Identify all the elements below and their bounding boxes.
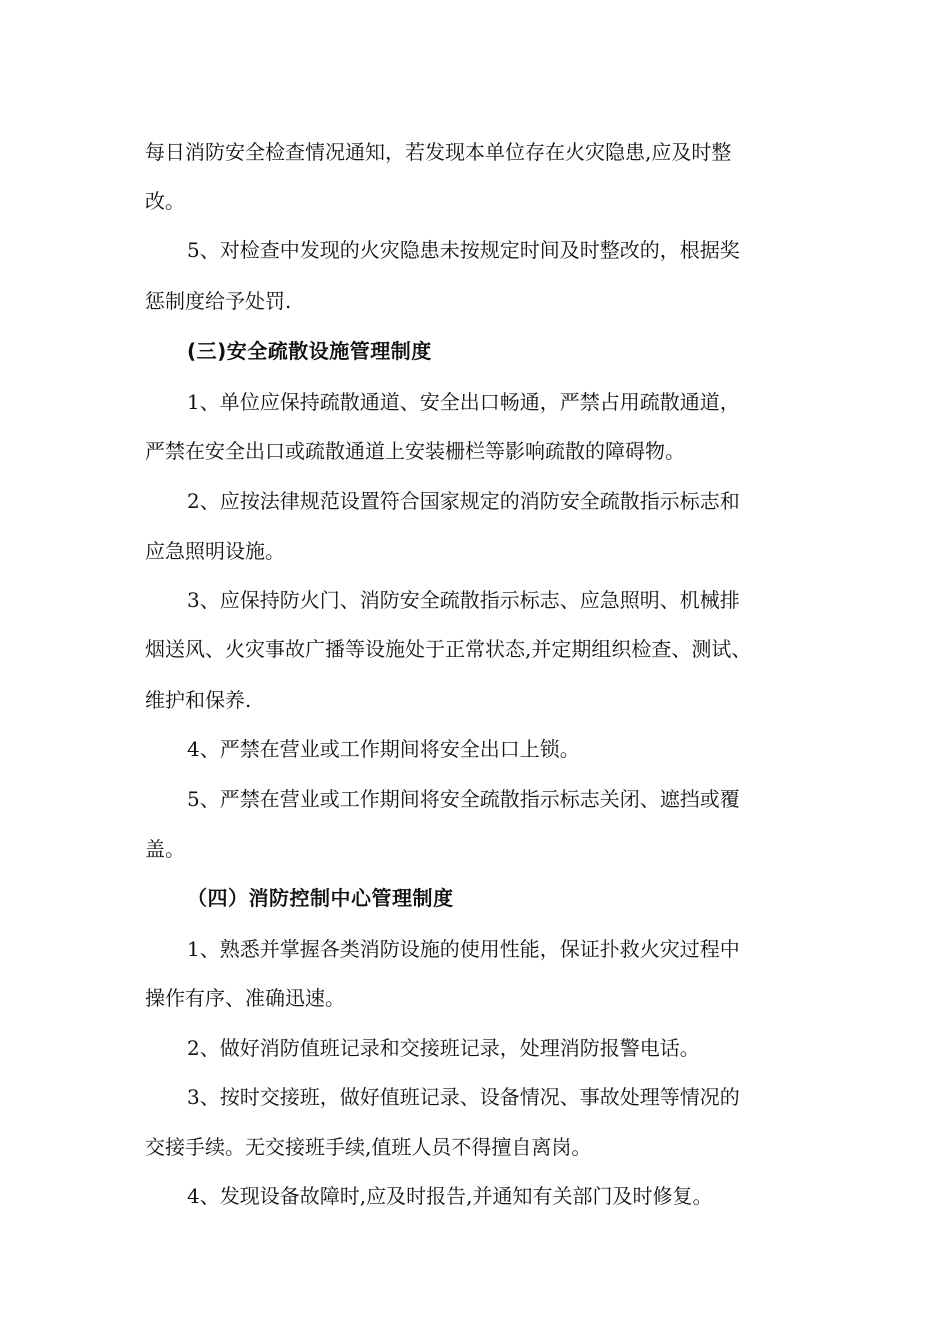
paragraph-line: 4、发现设备故障时,应及时报告,并通知有关部门及时修复。 [187, 1184, 713, 1208]
paragraph-line: 操作有序、准确迅速。 [145, 986, 345, 1010]
paragraph-line: 交接手续。无交接班手续,值班人员不得擅自离岗。 [145, 1135, 592, 1159]
paragraph-line: 改。 [145, 189, 185, 213]
paragraph-line: 2、应按法律规范设置符合国家规定的消防安全疏散指示标志和 [187, 489, 740, 513]
paragraph-line: 2、做好消防值班记录和交接班记录，处理消防报警电话。 [187, 1036, 700, 1060]
section-heading: （四）消防控制中心管理制度 [187, 886, 454, 910]
section-heading: (三)安全疏散设施管理制度 [187, 339, 432, 363]
paragraph-line: 4、严禁在营业或工作期间将安全出口上锁。 [187, 737, 580, 761]
paragraph-line: 每日消防安全检查情况通知，若发现本单位存在火灾隐患,应及时整 [145, 140, 732, 164]
paragraph-line: 1、单位应保持疏散通道、安全出口畅通，严禁占用疏散通道， [187, 390, 740, 414]
paragraph-line: 1、熟悉并掌握各类消防设施的使用性能，保证扑救火灾过程中 [187, 937, 740, 961]
paragraph-line: 3、应保持防火门、消防安全疏散指示标志、应急照明、机械排 [187, 588, 740, 612]
paragraph-line: 烟送风、火灾事故广播等设施处于正常状态,并定期组织检查、测试、 [145, 637, 752, 661]
paragraph-line: 应急照明设施。 [145, 539, 285, 563]
paragraph-line: 维护和保养. [145, 688, 252, 712]
paragraph-line: 严禁在安全出口或疏散通道上安装栅栏等影响疏散的障碍物。 [145, 439, 685, 463]
paragraph-line: 5、严禁在营业或工作期间将安全疏散指示标志关闭、遮挡或覆 [187, 787, 740, 811]
paragraph-line: 盖。 [145, 837, 185, 861]
paragraph-line: 3、按时交接班，做好值班记录、设备情况、事故处理等情况的 [187, 1085, 740, 1109]
paragraph-line: 5、对检查中发现的火灾隐患未按规定时间及时整改的，根据奖 [187, 238, 740, 262]
paragraph-line: 惩制度给予处罚. [145, 289, 292, 313]
